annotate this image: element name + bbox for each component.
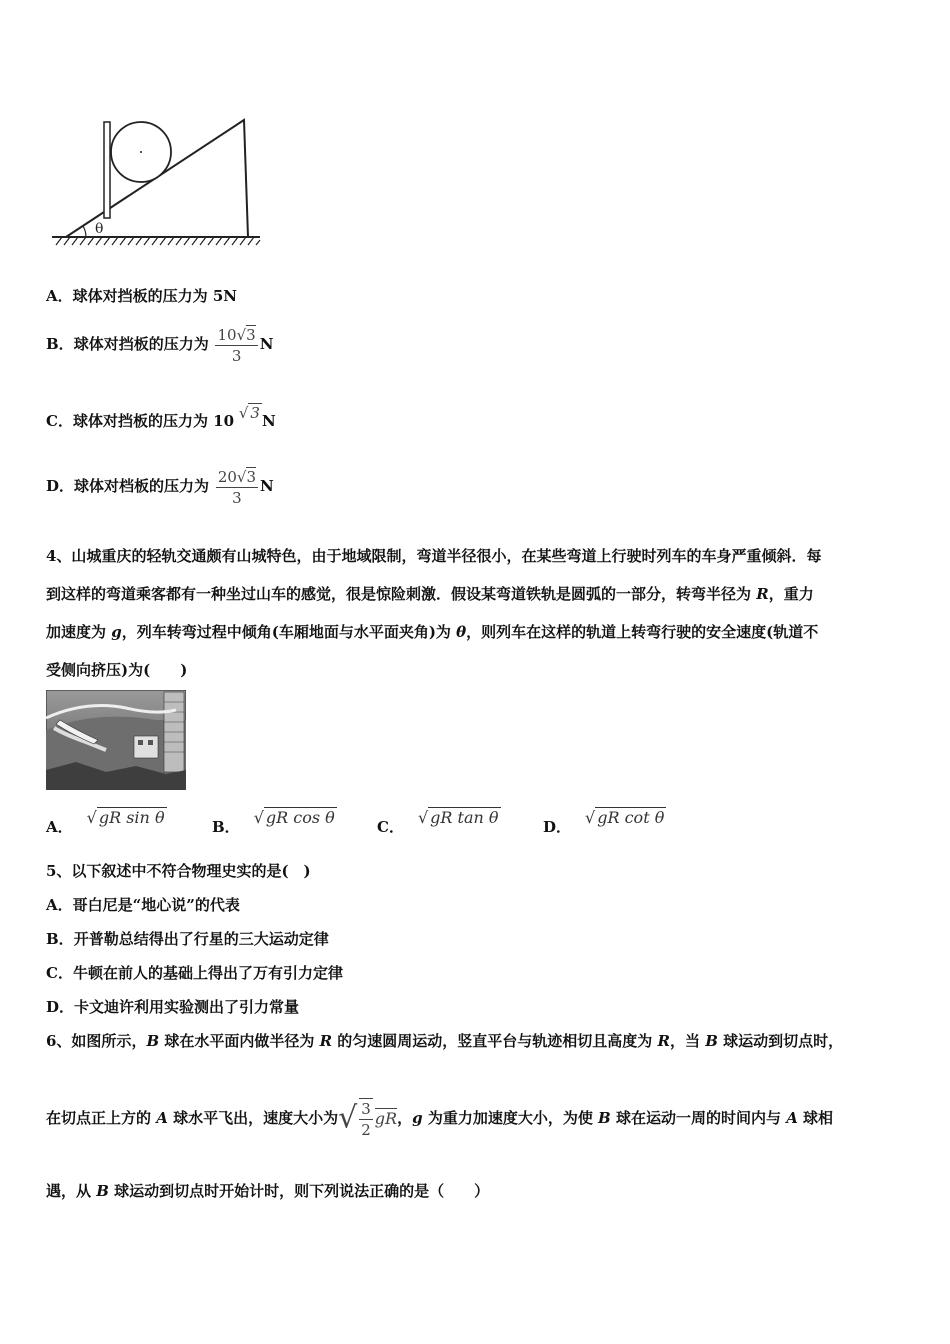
- q3-option-b-label: B．: [46, 335, 74, 353]
- q6-line-1: 6、如图所示，B 球在水平面内做半径为 R 的匀速圆周运动，竖直平台与轨迹相切且高度为 R，当 B 球运动到切点时，: [46, 1032, 844, 1050]
- q3-option-a-text: 球体对挡板的压力为 5N: [72, 287, 238, 305]
- q3-option-b-text: 球体对挡板的压力为: [73, 335, 209, 353]
- q5-stem: 5、以下叙述中不符合物理史实的是( ): [46, 862, 311, 880]
- q6-line-2: 在切点正上方的 A 球水平飞出，速度大小为√ $\frac{3}{2}$ gR，g 为重力加速度大小，为使 B 球在运动一周的时间内与 A 球相: [46, 1092, 833, 1146]
- angle-theta-label: θ: [95, 221, 104, 237]
- q6-speed-expression: √ $\frac{3}{2}$ gR: [338, 1099, 398, 1139]
- q3-option-a-label: A．: [46, 287, 73, 305]
- q4-option-d-expr: gR cot θ: [597, 808, 665, 827]
- q3-option-b: [46, 322, 273, 366]
- q4-line-4: 受侧向挤压)为( ): [46, 661, 188, 679]
- q5-option-d: D．卡文迪许利用实验测出了引力常量: [46, 998, 300, 1016]
- q3-option-b-den: 3: [231, 346, 242, 365]
- q4-line-2: 到这样的弯道乘客都有一种坐过山车的感觉，很是惊险刺激．假设某弯道铁轨是圆弧的一部分，转弯半径为 R，重力: [46, 585, 814, 603]
- q4-line-3: 加速度为 g，列车转弯过程中倾角(车厢地面与水平面夹角)为 θ，则列车在这样的轨道上转弯行驶的安全速度(轨道不: [46, 623, 819, 641]
- q3-option-b-unit: N: [259, 335, 274, 353]
- q3-option-b-num: 10: [217, 325, 237, 344]
- q3-option-d-num: 20: [217, 467, 237, 486]
- q3-option-d-label: D．: [46, 477, 75, 495]
- q4-option-d: D． √ gR cot θ: [543, 808, 665, 836]
- q3-option-c: C．球体对挡板的压力为 10 √ 3 N: [46, 404, 276, 430]
- q6-frac-num: 3: [361, 1099, 371, 1118]
- q3-option-d-text: 球体对档板的压力为: [74, 477, 210, 495]
- q3-option-c-unit: N: [261, 412, 276, 430]
- q6-line-3: 遇，从 B 球运动到切点时开始计时，则下列说法正确的是（ ）: [46, 1182, 490, 1200]
- q4-option-c: C． √ gR tan θ: [377, 808, 499, 836]
- q3-option-d-unit: N: [260, 477, 274, 495]
- q4-option-c-expr: gR tan θ: [430, 808, 499, 827]
- q4-option-a-label: A．: [46, 818, 73, 836]
- q4-option-d-label: D．: [543, 818, 572, 836]
- q3-option-a: [46, 286, 237, 306]
- q3-option-c-root: 3: [250, 404, 260, 422]
- incline-figure: [48, 100, 268, 250]
- q6-frac-den: 2: [361, 1120, 371, 1139]
- q3-option-c-text: 球体对挡板的压力为 10: [72, 412, 235, 430]
- q6-gR: gR: [374, 1108, 398, 1128]
- q4-var-R: R: [756, 585, 769, 603]
- q4-option-b-label: B．: [212, 818, 240, 836]
- q5-option-c: C．牛顿在前人的基础上得出了万有引力定律: [46, 964, 343, 982]
- q3-option-d: [46, 464, 274, 508]
- q5-option-b: B．开普勒总结得出了行星的三大运动定律: [46, 930, 329, 948]
- q4-var-g: g: [111, 623, 122, 641]
- q4-option-b: B． √ gR cos θ: [212, 808, 335, 836]
- q5-option-a: A．哥白尼是“地心说”的代表: [46, 896, 240, 914]
- q3-option-b-root: 3: [246, 325, 256, 344]
- q4-option-c-label: C．: [377, 818, 404, 836]
- q4-option-a: A． √ gR sin θ: [46, 808, 165, 836]
- q4-option-b-expr: gR cos θ: [265, 808, 335, 827]
- q4-line-1: 4、山城重庆的轻轨交通颇有山城特色，由于地域限制，弯道半径很小，在某些弯道上行驶时列车的车身严重倾斜．每: [46, 547, 822, 565]
- q3-option-d-root: 3: [246, 467, 257, 486]
- q3-option-b-fraction: $\frac{10√3}{3}$: [217, 325, 256, 365]
- q3-option-d-den: 3: [232, 488, 242, 507]
- q3-option-c-label: C．: [46, 412, 73, 430]
- light-rail-photo: [46, 690, 186, 790]
- q3-option-d-fraction: $\frac{20√3}{3}$: [217, 467, 257, 507]
- q4-option-a-expr: gR sin θ: [98, 808, 165, 827]
- q4-var-theta: θ: [456, 623, 467, 641]
